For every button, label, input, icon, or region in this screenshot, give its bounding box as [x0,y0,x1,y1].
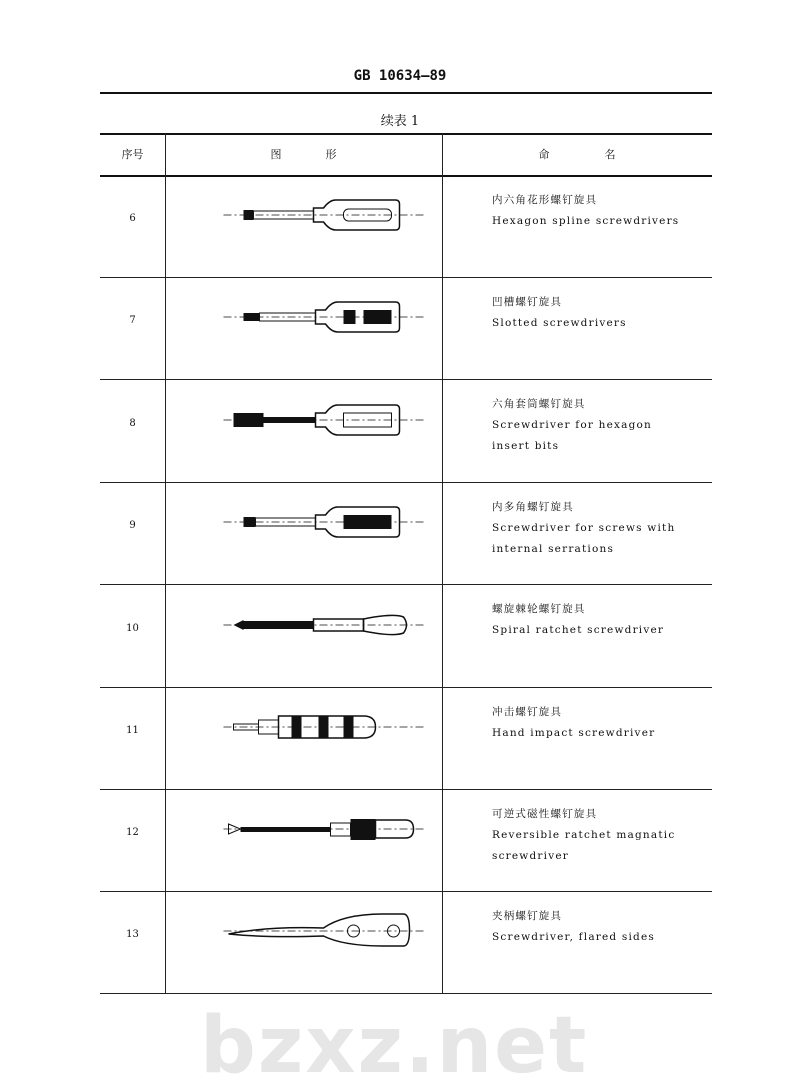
row-number: 6 [129,213,136,224]
watermark [200,1000,620,1086]
hex-insert-bit-screwdriver-icon [205,387,442,453]
slotted-screwdriver-icon [205,284,442,350]
name-zh: 可逆式磁性螺钉旋具 [492,808,598,820]
table-row [100,380,712,483]
table-row [100,585,712,688]
name-zh: 内六角花形螺钉旋具 [492,194,598,206]
name-en: Slotted screwdrivers [492,317,627,329]
svg-text:bzxz.net: bzxz.net [200,1001,589,1086]
name-en: Screwdriver for screws with [492,522,676,534]
name-zh: 凹槽螺钉旋具 [492,296,563,308]
reversible-ratchet-screwdriver-icon [205,796,442,862]
table-row [100,483,712,585]
table-row [100,278,712,380]
table-top-rule [100,133,712,135]
name-en: screwdriver [492,850,569,862]
name-en: internal serrations [492,543,615,555]
name-en: insert bits [492,440,560,452]
standard-number: GB 10634—89 [353,68,447,84]
spiral-ratchet-screwdriver-icon [205,592,442,658]
name-en: Reversible ratchet magnatic [492,829,676,841]
row-number: 8 [129,417,136,429]
table-row [100,790,712,892]
table-row [100,892,712,994]
name-en: Spiral ratchet screwdriver [492,624,665,636]
row-number: 11 [126,725,139,736]
row-number: 10 [126,622,139,634]
col-header-no: 序号 [121,148,144,161]
row-number: 9 [129,520,136,531]
col-divider [442,133,443,994]
hexagon-spline-screwdriver-icon [205,182,442,248]
name-zh: 夹柄螺钉旋具 [492,910,563,922]
col-header-name: 命 名 [538,148,616,161]
table-row [100,176,712,278]
name-en: Hexagon spline screwdrivers [492,215,680,227]
name-en: Screwdriver, flared sides [492,931,655,943]
row-number: 12 [126,827,139,838]
impact-screwdriver-icon [205,694,442,760]
top-rule [100,92,712,94]
col-divider [165,133,166,994]
name-en: Hand impact screwdriver [492,727,656,739]
flared-screwdriver-icon [205,898,442,964]
col-header-figure: 图 形 [270,148,337,161]
internal-serration-screwdriver-icon [205,489,442,555]
table-row [100,688,712,790]
name-zh: 螺旋棘轮螺钉旋具 [492,603,586,615]
name-zh: 冲击螺钉旋具 [492,706,563,718]
row-number: 13 [126,929,139,940]
name-zh: 六角套筒螺钉旋具 [492,398,586,410]
row-number: 7 [129,315,136,326]
name-zh: 内多角螺钉旋具 [492,501,574,513]
name-en: Screwdriver for hexagon [492,419,653,431]
table-caption: 续表 1 [380,114,420,129]
